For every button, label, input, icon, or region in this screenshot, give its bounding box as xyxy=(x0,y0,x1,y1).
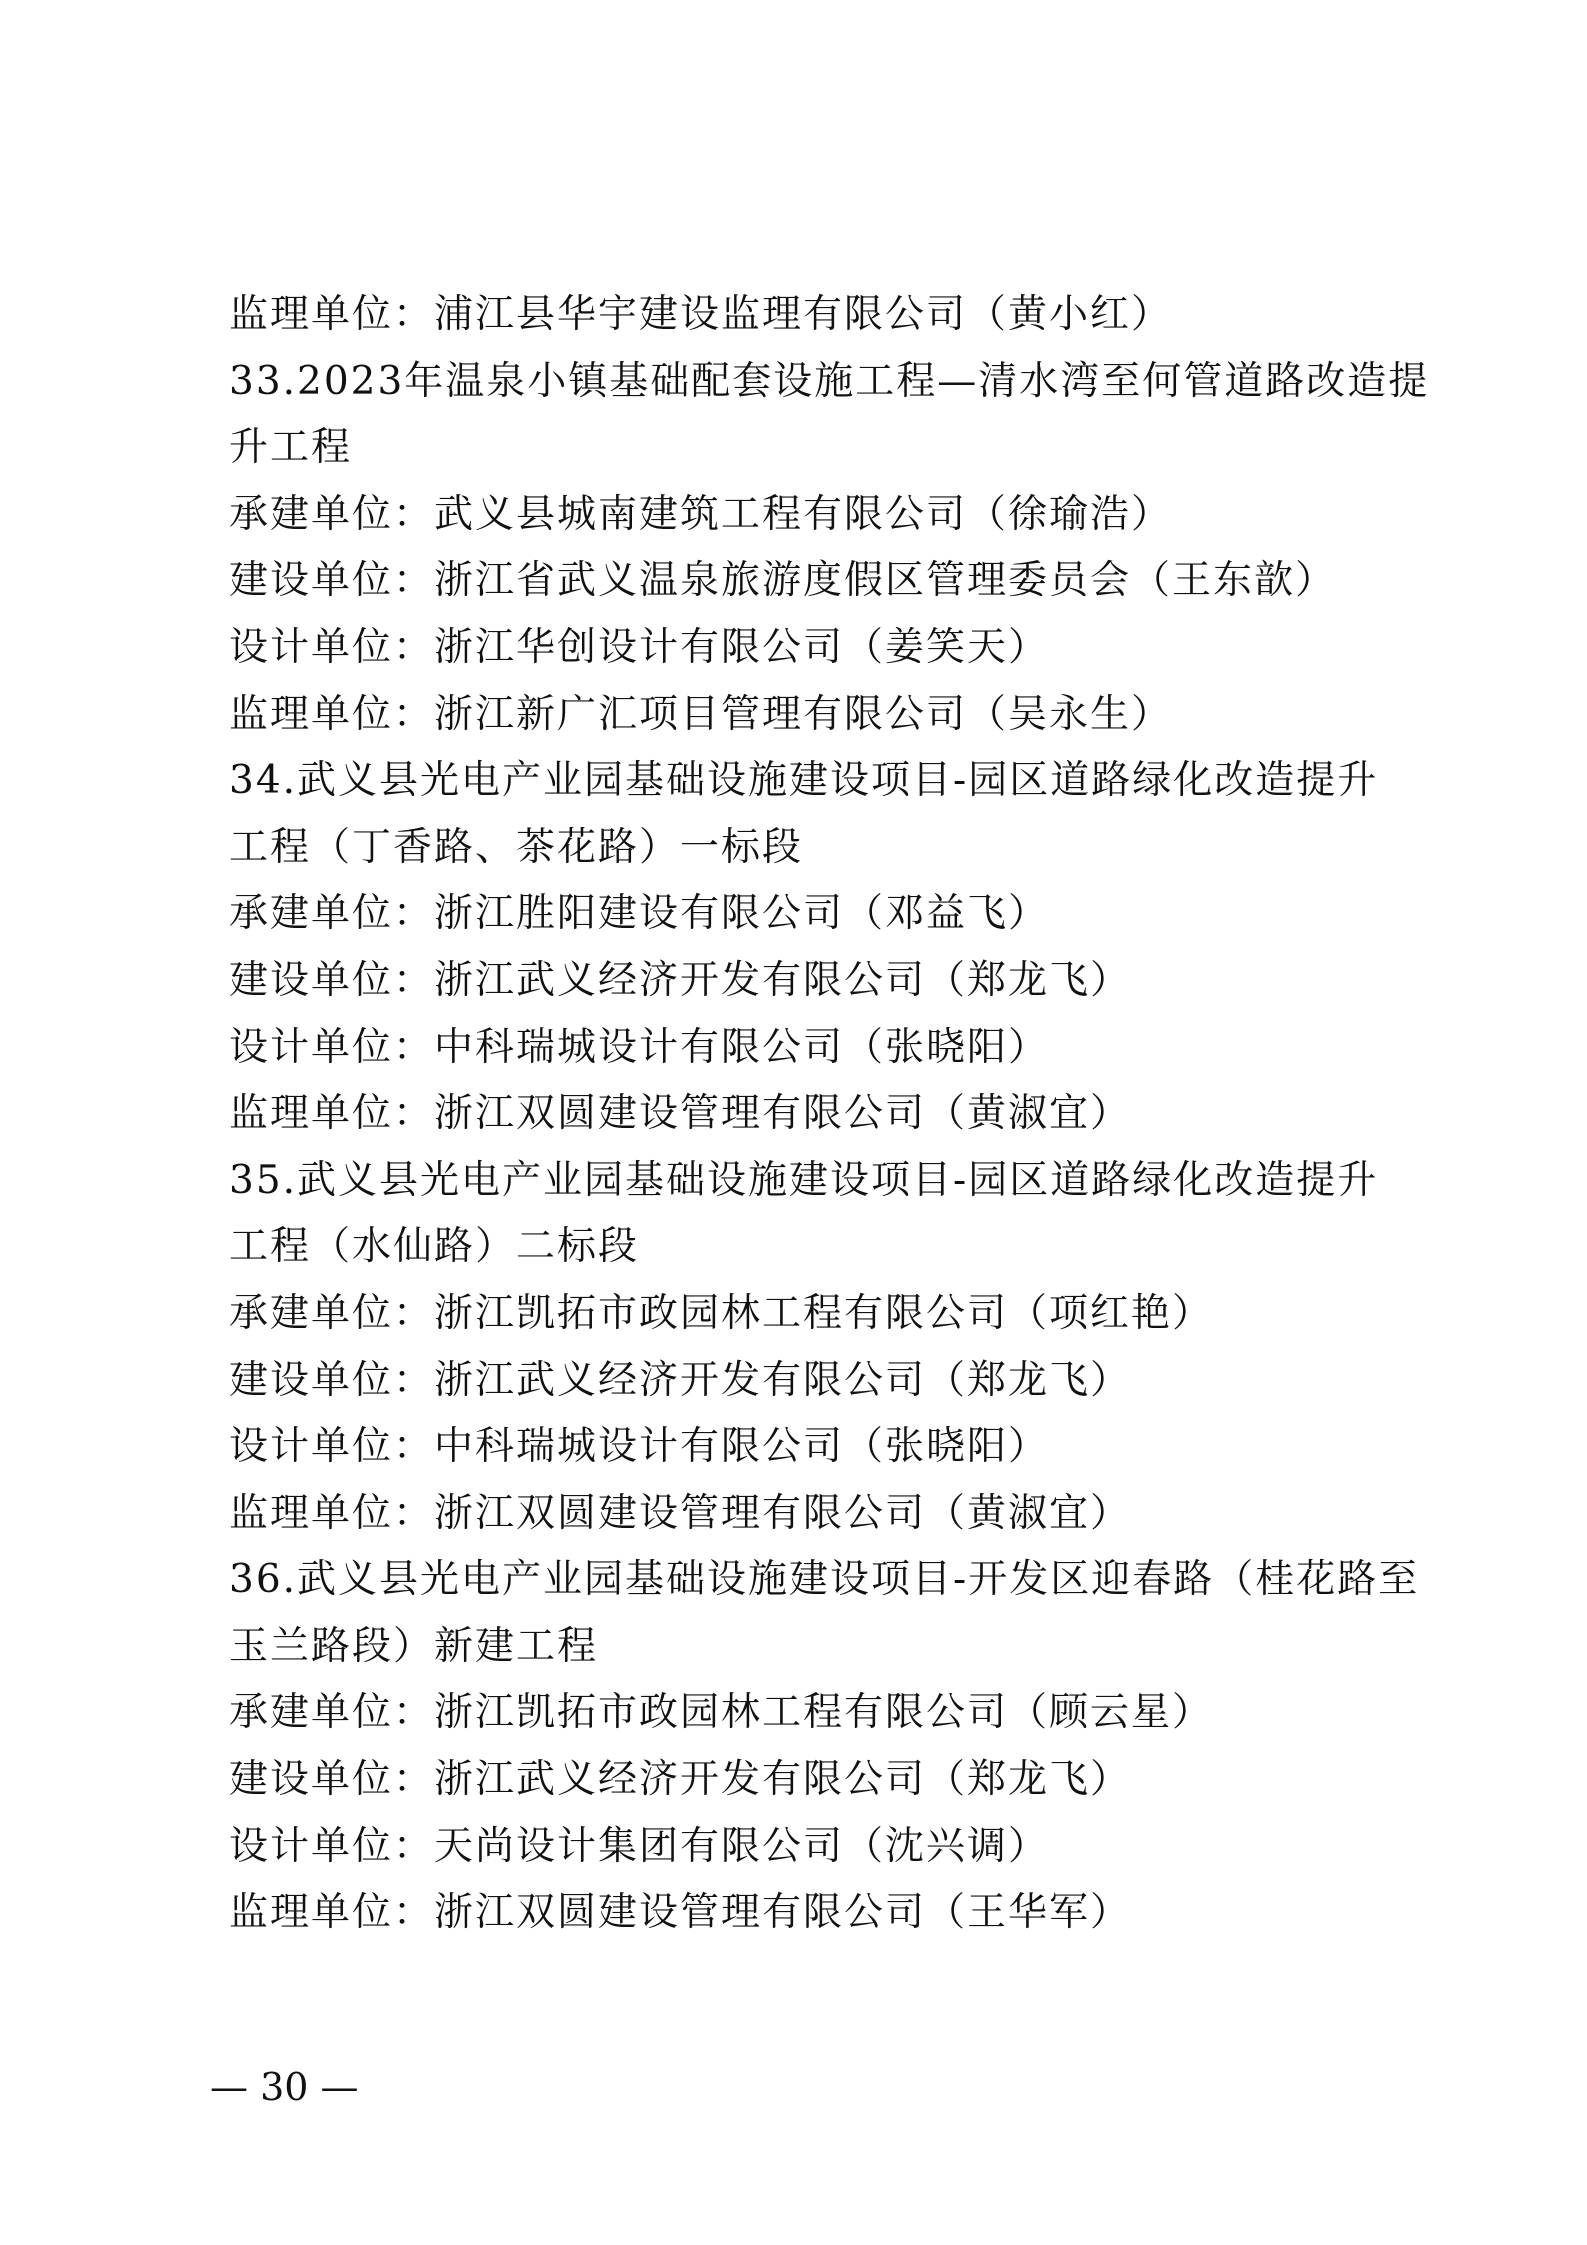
text-line: 建设单位：浙江武义经济开发有限公司（郑龙飞） xyxy=(229,1757,1132,1803)
project-title-continued: 玉兰路段）新建工程 xyxy=(229,1623,599,1669)
text-line: 建设单位：浙江武义经济开发有限公司（郑龙飞） xyxy=(229,957,1132,1003)
text-line: 承建单位：浙江凯拓市政园林工程有限公司（顾云星） xyxy=(229,1690,1214,1736)
text-line: 监理单位：浦江县华宇建设监理有限公司（黄小红） xyxy=(229,292,1173,337)
text-line: 设计单位：浙江华创设计有限公司（姜笑天） xyxy=(229,624,1050,670)
project-title-continued: 工程（丁香路、茶花路）一标段 xyxy=(229,824,804,870)
text-line: 设计单位：中科瑞城设计有限公司（张晓阳） xyxy=(229,1024,1050,1070)
page-number: — 30 — xyxy=(210,2065,359,2109)
text-line: 监理单位：浙江新广汇项目管理有限公司（吴永生） xyxy=(229,691,1173,737)
project-title-continued: 工程（水仙路）二标段 xyxy=(229,1224,640,1270)
text-line: 承建单位：武义县城南建筑工程有限公司（徐瑜浩） xyxy=(229,491,1173,537)
text-line: 监理单位：浙江双圆建设管理有限公司（黄淑宜） xyxy=(229,1091,1132,1137)
project-title-continued: 升工程 xyxy=(229,425,353,471)
text-line: 承建单位：浙江胜阳建设有限公司（邓益飞） xyxy=(229,891,1050,937)
project-title: 34.武义县光电产业园基础设施建设项目-园区道路绿化改造提升 xyxy=(229,758,1379,804)
project-title: 36.武义县光电产业园基础设施建设项目-开发区迎春路（桂花路至 xyxy=(229,1557,1420,1603)
document-body xyxy=(229,282,1430,1947)
text-line: 监理单位：浙江双圆建设管理有限公司（黄淑宜） xyxy=(229,1490,1132,1536)
text-line: 设计单位：中科瑞城设计有限公司（张晓阳） xyxy=(229,1424,1050,1470)
text-line: 监理单位：浙江双圆建设管理有限公司（王华军） xyxy=(229,1890,1132,1936)
project-title: 35.武义县光电产业园基础设施建设项目-园区道路绿化改造提升 xyxy=(229,1157,1379,1203)
project-title: 33.2023年温泉小镇基础配套设施工程—清水湾至何管道路改造提 xyxy=(229,358,1430,404)
text-line: 设计单位：天尚设计集团有限公司（沈兴调） xyxy=(229,1823,1050,1869)
text-line: 建设单位：浙江武义经济开发有限公司（郑龙飞） xyxy=(229,1357,1132,1403)
text-line: 承建单位：浙江凯拓市政园林工程有限公司（项红艳） xyxy=(229,1290,1214,1336)
text-line: 建设单位：浙江省武义温泉旅游度假区管理委员会（王东歆） xyxy=(229,558,1337,604)
